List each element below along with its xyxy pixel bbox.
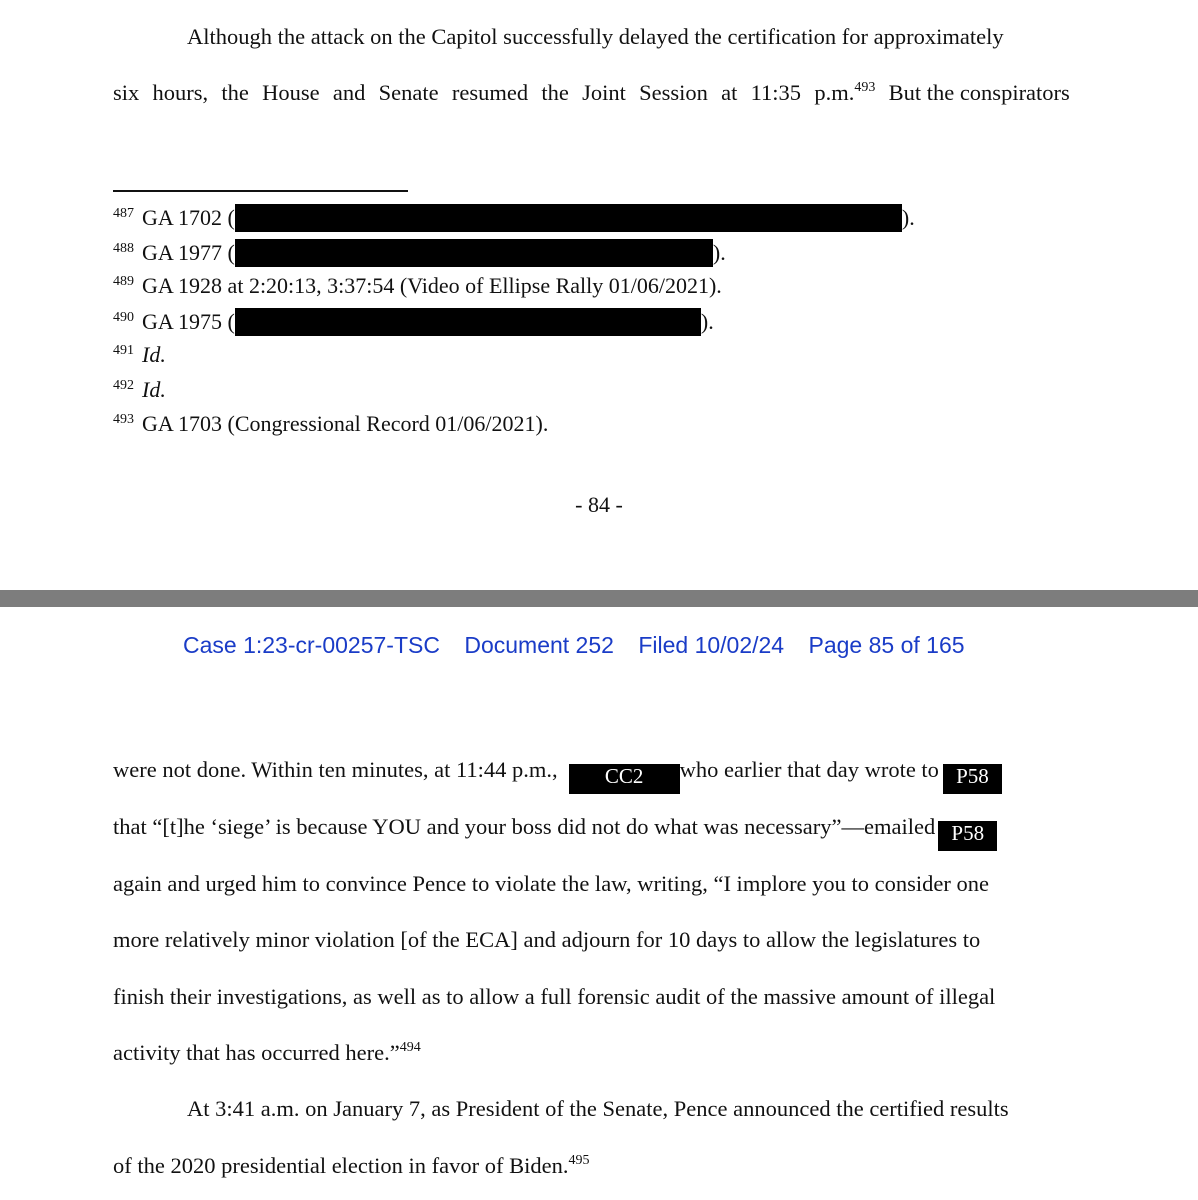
paragraph-line: were not done. Within ten minutes, at 11:44 p.m., CC2 who earlier that day wrote to P58 <box>113 757 1002 794</box>
redaction-label: P58 <box>938 821 997 851</box>
paragraph-line: activity that has occurred here.”$^{494}$ <box>113 1039 421 1065</box>
paragraph-line <box>113 80 1070 106</box>
word-with-footnote: p.m.$^{493}$ <box>814 79 876 105</box>
paragraph-line: again and urged him to convince Pence to violate the law, writing, “I implore you to consider one <box>113 871 990 896</box>
paragraph-line: Although the attack on the Capitol successfully delayed the certification for approximately <box>187 24 1004 49</box>
word: six <box>113 80 140 105</box>
document-number: Document 252 <box>464 632 614 658</box>
footnote-number: 493 <box>113 411 134 427</box>
word: But the conspirators <box>888 80 1070 105</box>
footnote-492: $^{492}$ Id. <box>113 377 166 402</box>
word: 11:35 <box>750 80 802 105</box>
footnote-rule <box>113 190 408 192</box>
case-number: Case 1:23-cr-00257-TSC <box>183 632 440 658</box>
word: and <box>332 80 366 105</box>
redaction-label: P58 <box>943 764 1002 794</box>
word: House <box>262 80 320 105</box>
paragraph-line: that “[t]he ‘siege’ is because YOU and your boss did not do what was necessary”—emailed P58 <box>113 814 997 851</box>
page-84 <box>0 0 1198 590</box>
footnote-ref[interactable]: 495 <box>568 1152 590 1168</box>
paragraph-line: of the 2020 presidential election in favor of Biden.$^{495}$ <box>113 1152 590 1178</box>
redaction-block <box>235 204 902 232</box>
paragraph-line: finish their investigations, as well as to allow a full forensic audit of the massive amount of illegal <box>113 984 996 1009</box>
word: the <box>221 80 249 105</box>
page-number: - 84 - <box>575 492 623 517</box>
page-divider <box>0 590 1198 607</box>
page-count: Page 85 of 165 <box>808 632 965 658</box>
paragraph-line: At 3:41 a.m. on January 7, as President of the Senate, Pence announced the certified results <box>187 1096 1009 1121</box>
footnote-number: 491 <box>113 342 134 358</box>
case-header <box>183 632 965 659</box>
footnote-491: $^{491}$ Id. <box>113 342 166 367</box>
word: hours, <box>152 80 209 105</box>
footnote-490: $^{490}$ GA 1975 ( ). <box>113 309 714 334</box>
footnote-number: 490 <box>113 309 134 325</box>
footnote-number: 487 <box>113 205 134 221</box>
footnote-493: $^{493}$ GA 1703 (Congressional Record 01/06/2021). <box>113 411 549 436</box>
filed-date: Filed 10/02/24 <box>638 632 785 658</box>
word: the <box>541 80 569 105</box>
footnote-488: $^{488}$ GA 1977 ( ). <box>113 240 726 265</box>
word: at <box>721 80 738 105</box>
word: Session <box>639 80 708 105</box>
footnote-487: $^{487}$ GA 1702 ( ). <box>113 205 915 230</box>
footnote-489: $^{489}$ GA 1928 at 2:20:13, 3:37:54 (Video of Ellipse Rally 01/06/2021). <box>113 273 722 298</box>
paragraph-line: more relatively minor violation [of the ECA] and adjourn for 10 days to allow the legislatures to <box>113 927 981 952</box>
footnote-ref[interactable]: 494 <box>399 1039 421 1055</box>
word: resumed <box>451 80 529 105</box>
word: Joint <box>582 80 626 105</box>
footnote-number: 492 <box>113 377 134 393</box>
footnote-number: 489 <box>113 273 134 289</box>
redaction-label: CC2 <box>569 764 680 794</box>
footnote-number: 488 <box>113 240 134 256</box>
footnote-ref[interactable]: 493 <box>854 79 876 95</box>
redaction-block <box>235 239 713 267</box>
word: Senate <box>378 80 439 105</box>
redaction-block <box>235 308 701 336</box>
